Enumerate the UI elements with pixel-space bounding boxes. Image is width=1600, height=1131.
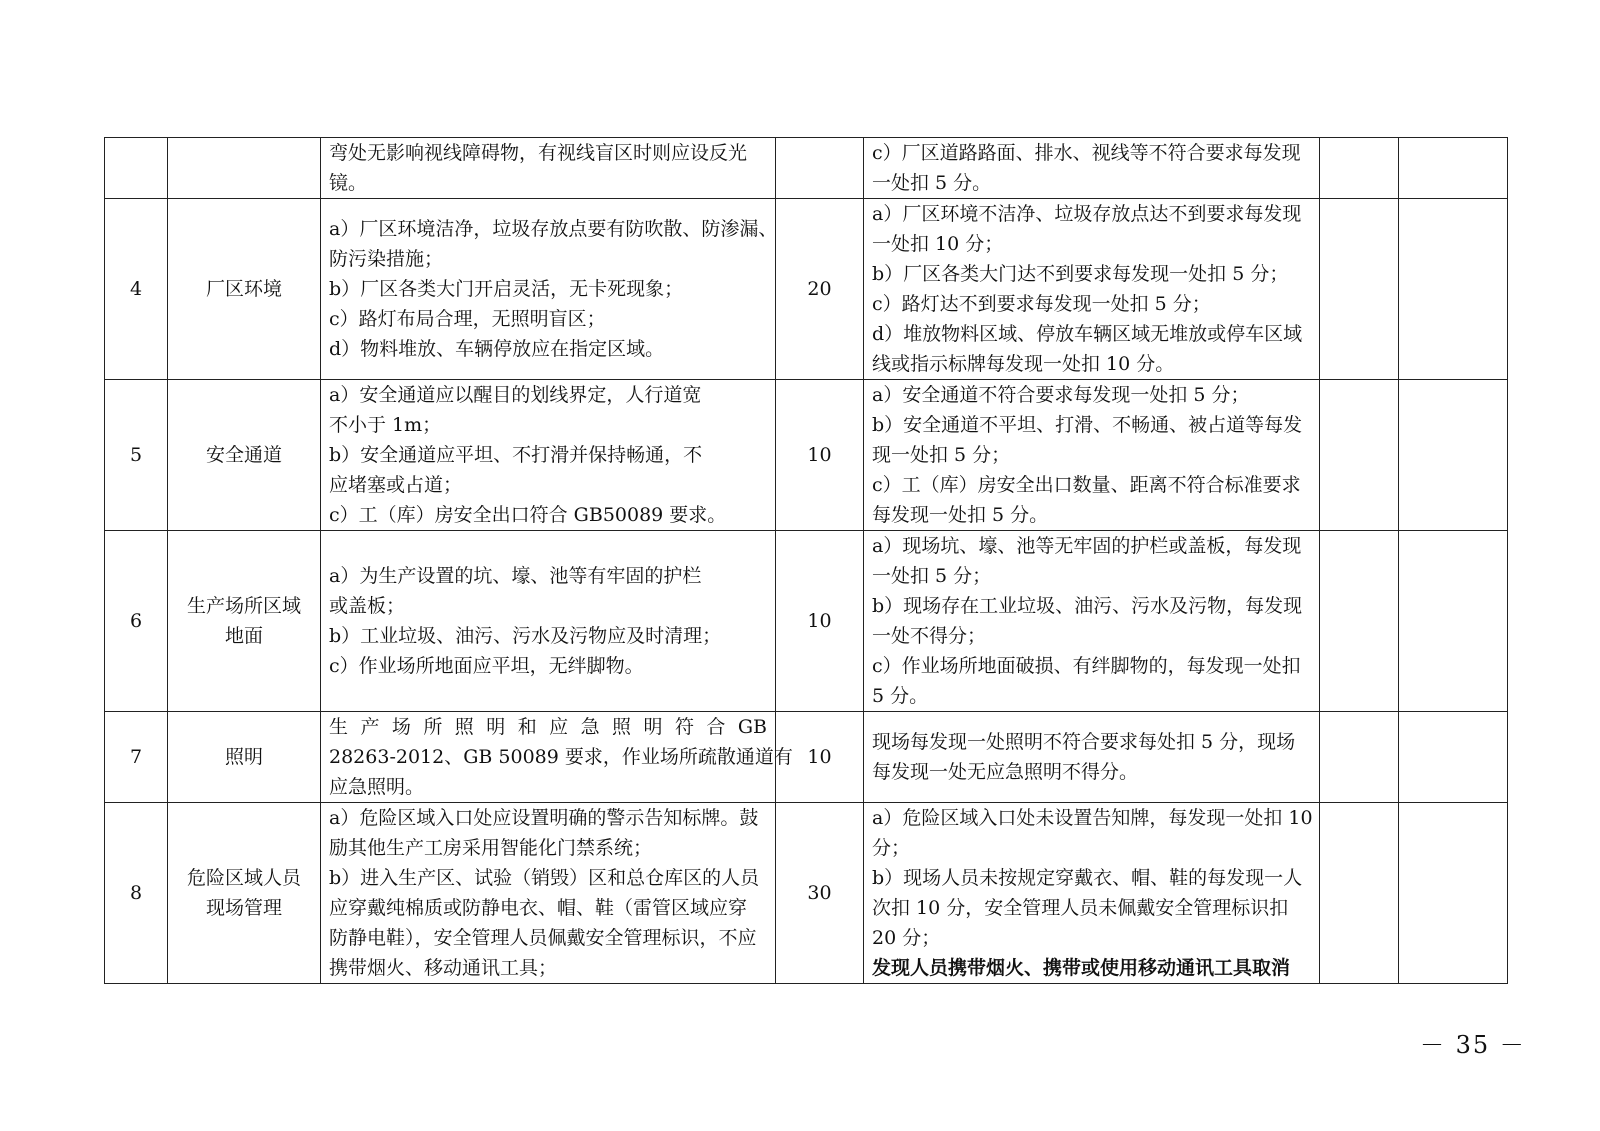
requirement-cell <box>321 803 776 984</box>
standard-cell <box>864 199 1320 380</box>
standard-line: 每发现一处无应急照明不得分。 <box>872 761 1139 783</box>
standard-cell <box>864 138 1320 199</box>
standard-line: a）危险区域入口处未设置告知牌，每发现一处扣 10 <box>872 807 1313 829</box>
item-name-line: 生产场所区域 <box>186 595 301 617</box>
item-name <box>168 712 321 803</box>
item-name <box>168 380 321 531</box>
standard-cell <box>864 531 1320 712</box>
blank-cell <box>1320 803 1399 984</box>
standard-line: 一处不得分； <box>872 625 987 647</box>
requirement-cell <box>321 712 793 803</box>
blank-cell <box>1320 712 1399 803</box>
blank-cell <box>1399 138 1508 199</box>
requirement-line: b）厂区各类大门开启灵活，无卡死现象； <box>329 278 684 300</box>
standard-line: 一处扣 5 分； <box>872 565 992 587</box>
standard-cell <box>864 712 1320 803</box>
standard-line: d）堆放物料区域、停放车辆区域无堆放或停车区域 <box>872 323 1303 345</box>
requirement-line: 不小于 1m； <box>329 414 442 436</box>
standard-line: 每发现一处扣 5 分。 <box>872 504 1049 526</box>
blank-cell <box>1320 199 1399 380</box>
table-row <box>105 803 1508 984</box>
item-name <box>168 199 321 380</box>
blank-cell <box>1399 803 1508 984</box>
item-number: 5 <box>105 380 168 531</box>
requirement-line: c）工（库）房安全出口符合 GB50089 要求。 <box>329 504 727 526</box>
requirement-line: 应急照明。 <box>329 776 425 798</box>
item-name <box>168 138 321 199</box>
standard-line: 现场每发现一处照明不符合要求每处扣 5 分，现场 <box>872 731 1296 753</box>
score-cell: 30 <box>776 803 864 984</box>
requirement-line: b）安全通道应平坦、不打滑并保持畅通，不 <box>329 444 703 466</box>
requirement-line: c）路灯布局合理，无照明盲区； <box>329 308 606 330</box>
standard-line: 5 分。 <box>872 685 929 707</box>
requirement-line: 应穿戴纯棉质或防静电衣、帽、鞋（雷管区域应穿 <box>329 897 748 919</box>
standard-line: c）工（库）房安全出口数量、距离不符合标准要求 <box>872 474 1301 496</box>
item-name-line: 照明 <box>224 746 263 768</box>
item-number <box>105 138 168 199</box>
blank-cell <box>1399 712 1508 803</box>
item-name-line: 安全通道 <box>205 444 282 466</box>
score-cell: 20 <box>776 199 864 380</box>
table-row <box>105 531 1508 712</box>
blank-cell <box>1320 380 1399 531</box>
requirement-line: 弯处无影响视线障碍物，有视线盲区时则应设反光 <box>329 142 748 164</box>
requirement-line: 生产场所照明和应急照明符合GB <box>329 716 767 738</box>
score-cell <box>776 138 864 199</box>
table-row <box>105 380 1508 531</box>
standard-cell <box>864 803 1320 984</box>
standard-line: a）厂区环境不洁净、垃圾存放点达不到要求每发现 <box>872 203 1302 225</box>
item-name-line: 地面 <box>224 625 263 647</box>
standard-line: b）现场存在工业垃圾、油污、污水及污物，每发现 <box>872 595 1303 617</box>
blank-cell <box>1320 531 1399 712</box>
standard-line: 一处扣 10 分； <box>872 233 1004 255</box>
item-name-line: 危险区域人员 <box>186 867 301 889</box>
requirement-line: a）厂区环境洁净，垃圾存放点要有防吹散、防渗漏、 <box>329 218 778 240</box>
requirement-line: a）安全通道应以醒目的划线界定，人行道宽 <box>329 384 702 406</box>
standard-line: 次扣 10 分，安全管理人员未佩戴安全管理标识扣 <box>872 897 1289 919</box>
table-row <box>105 712 1508 803</box>
standard-line: c）厂区道路路面、排水、视线等不符合要求每发现 <box>872 142 1301 164</box>
standard-line: c）路灯达不到要求每发现一处扣 5 分； <box>872 293 1211 315</box>
item-name <box>168 803 321 984</box>
page-number: － 35 － <box>1420 1031 1526 1059</box>
requirement-line: b）工业垃圾、油污、污水及污物应及时清理； <box>329 625 722 647</box>
requirement-line: d）物料堆放、车辆停放应在指定区域。 <box>329 338 665 360</box>
standard-line: 现一处扣 5 分； <box>872 444 1011 466</box>
item-name-line: 厂区环境 <box>205 278 282 300</box>
requirement-line: b）进入生产区、试验（销毁）区和总仓库区的人员 <box>329 867 760 889</box>
blank-cell <box>1399 380 1508 531</box>
standard-line: c）作业场所地面破损、有绊脚物的，每发现一处扣 <box>872 655 1301 677</box>
requirement-line: 28263-2012、GB 50089 要求，作业场所疏散通道有 <box>329 746 793 768</box>
standard-line: a）现场坑、壕、池等无牢固的护栏或盖板，每发现 <box>872 535 1302 557</box>
item-name <box>168 531 321 712</box>
standard-line: 一处扣 5 分。 <box>872 172 992 194</box>
requirement-line: a）为生产设置的坑、壕、池等有牢固的护栏 <box>329 565 702 587</box>
item-number: 4 <box>105 199 168 380</box>
requirement-line: a）危险区域入口处应设置明确的警示告知标牌。鼓 <box>329 807 759 829</box>
evaluation-table <box>104 137 1508 984</box>
table-row <box>105 138 1508 199</box>
standard-line: 线或指示标牌每发现一处扣 10 分。 <box>872 353 1175 375</box>
score-cell: 10 <box>776 531 864 712</box>
blank-cell <box>1320 138 1399 199</box>
requirement-cell <box>321 531 776 712</box>
item-number: 7 <box>105 712 168 803</box>
score-cell: 10 <box>776 380 864 531</box>
item-number: 8 <box>105 803 168 984</box>
requirement-line: 防静电鞋），安全管理人员佩戴安全管理标识，不应 <box>329 927 757 949</box>
requirement-cell <box>321 380 776 531</box>
standard-line: b）安全通道不平坦、打滑、不畅通、被占道等每发 <box>872 414 1303 436</box>
requirement-cell <box>321 199 776 380</box>
standard-cell <box>864 380 1320 531</box>
standard-line-bold: 发现人员携带烟火、携带或使用移动通讯工具取消 <box>872 957 1291 979</box>
requirement-line: 防污染措施； <box>329 248 444 270</box>
blank-cell <box>1399 199 1508 380</box>
item-name-line: 现场管理 <box>205 897 282 919</box>
standard-line: 20 分； <box>872 927 941 949</box>
score-cell: 10 <box>776 712 864 803</box>
standard-line: b）现场人员未按规定穿戴衣、帽、鞋的每发现一人 <box>872 867 1303 889</box>
requirement-cell <box>321 138 776 199</box>
requirement-line: 励其他生产工房采用智能化门禁系统； <box>329 837 653 859</box>
standard-line: 分； <box>872 837 911 859</box>
item-number: 6 <box>105 531 168 712</box>
table-row <box>105 199 1508 380</box>
requirement-line: 或盖板； <box>329 595 406 617</box>
standard-line: a）安全通道不符合要求每发现一处扣 5 分； <box>872 384 1250 406</box>
standard-line: b）厂区各类大门达不到要求每发现一处扣 5 分； <box>872 263 1289 285</box>
requirement-line: 携带烟火、移动通讯工具； <box>329 957 558 979</box>
requirement-line: 应堵塞或占道； <box>329 474 463 496</box>
blank-cell <box>1399 531 1508 712</box>
requirement-line: 镜。 <box>329 172 368 194</box>
requirement-line: c）作业场所地面应平坦，无绊脚物。 <box>329 655 644 677</box>
